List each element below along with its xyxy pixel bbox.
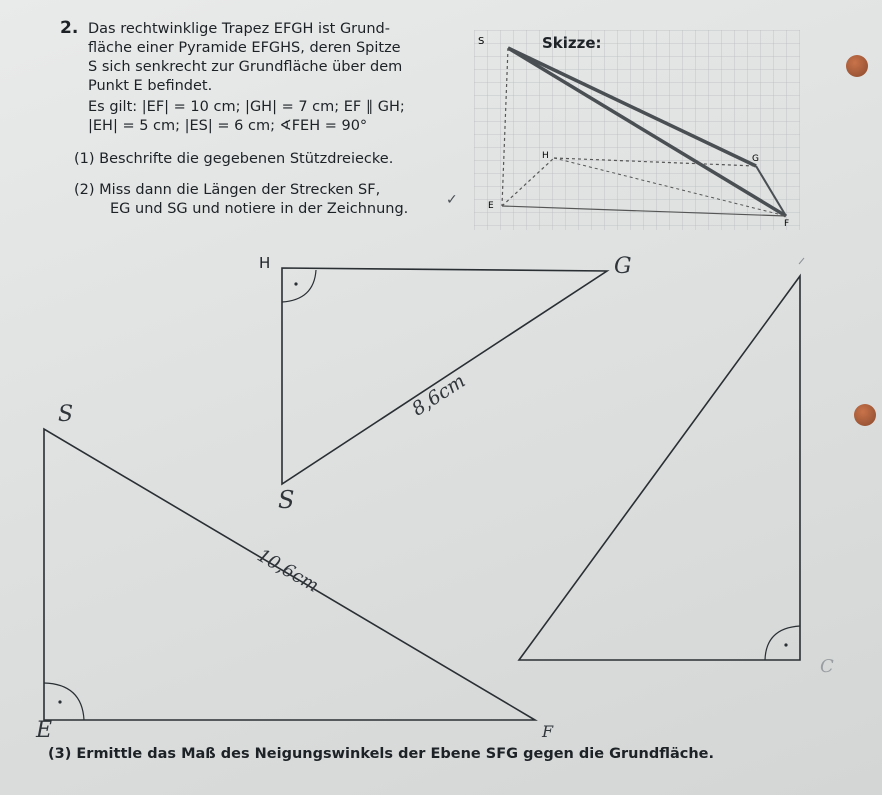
pencil-mark xyxy=(799,258,804,264)
checkmark-icon: ✓ xyxy=(446,192,458,208)
intro-line: Punkt E befindet. xyxy=(88,78,213,94)
right-angle-arc xyxy=(282,270,316,302)
intro-line: S sich senkrecht zur Grundfläche über dem xyxy=(88,59,403,75)
triangle-HGS xyxy=(282,268,607,484)
handwritten-measure-SG: 8,6cm xyxy=(408,369,470,421)
task-number: 2. xyxy=(60,18,79,38)
handwritten-measure-SF: 10,6cm xyxy=(253,545,323,597)
right-angle-dot xyxy=(58,700,61,703)
handwritten-label-E: E xyxy=(36,718,53,743)
right-angle-arc xyxy=(44,683,84,720)
part-2-line-2: EG und SG und notiere in der Zeichnung. xyxy=(110,201,409,217)
given-line-2: |EH| = 5 cm; |ES| = 6 cm; ∢FEH = 90° xyxy=(88,118,368,134)
right-angle-dot xyxy=(784,643,787,646)
right-angle-arc xyxy=(765,626,800,660)
part-1: (1) Beschrifte die gegebenen Stützdreiecke. xyxy=(74,151,394,167)
sketch-title: Skizze: xyxy=(542,34,602,52)
intro-line: Das rechtwinklige Trapez EFGH ist Grund- xyxy=(88,21,390,37)
label-H: H xyxy=(542,151,549,161)
printed-label-H: H xyxy=(259,254,271,272)
label-F: F xyxy=(784,219,790,229)
handwritten-label-F: F xyxy=(542,722,554,741)
given-line-1: Es gilt: |EF| = 10 cm; |GH| = 7 cm; EF ∥ GH; xyxy=(88,99,405,115)
handwritten-label-G: G xyxy=(614,254,632,279)
intro-line: fläche einer Pyramide EFGHS, deren Spitze xyxy=(88,40,401,56)
handwritten-mark: C xyxy=(820,656,834,677)
part-2-line-1: (2) Miss dann die Längen der Strecken SF, xyxy=(74,182,381,198)
right-angle-dot xyxy=(294,282,297,285)
triangle-EGF xyxy=(519,276,800,660)
label-E: E xyxy=(488,201,494,211)
label-S: S xyxy=(478,36,485,47)
handwritten-label-S-triangle2: S xyxy=(58,402,74,427)
label-G: G xyxy=(752,154,759,164)
handwritten-label-S-triangle1: S xyxy=(278,486,295,514)
part-3: (3) Ermittle das Maß des Neigungswinkels der Ebene SFG gegen die Grundfläche. xyxy=(48,746,715,762)
